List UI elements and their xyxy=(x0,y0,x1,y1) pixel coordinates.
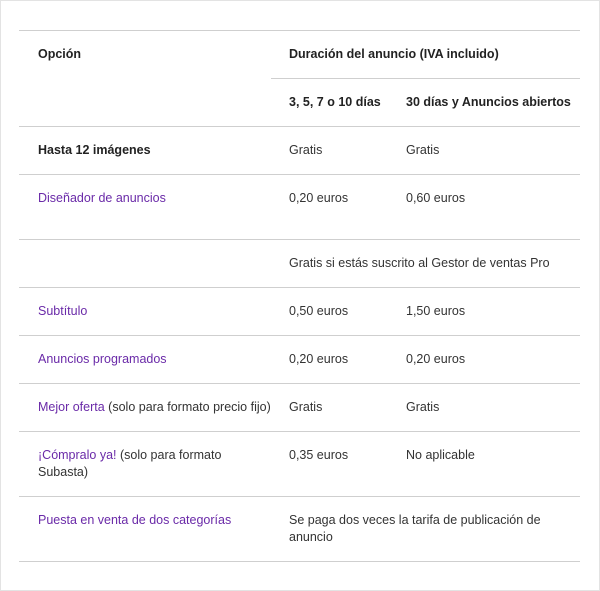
row-divider xyxy=(19,335,580,336)
row-images-short: Gratis xyxy=(289,143,323,157)
row-best-offer-short: Gratis xyxy=(289,400,323,414)
row-divider xyxy=(19,383,580,384)
option-header: Opción xyxy=(38,47,82,61)
row-feature-ad-designer-link[interactable]: Diseñador de anuncios xyxy=(38,191,166,205)
row-divider xyxy=(19,174,580,175)
buy-now-link[interactable]: ¡Cómpralo ya! xyxy=(38,448,117,462)
row-ad-designer-short: 0,20 euros xyxy=(289,191,349,205)
header-bottom-border xyxy=(19,126,580,127)
table-bottom-border xyxy=(19,561,580,562)
table-top-border xyxy=(19,30,580,31)
best-offer-link[interactable]: Mejor oferta xyxy=(38,400,105,414)
row-scheduled-long: 0,20 euros xyxy=(406,352,466,366)
row-feature-subtitle-link[interactable]: Subtítulo xyxy=(38,304,88,318)
row-buy-now-short: 0,35 euros xyxy=(289,448,349,462)
col-short-header: 3, 5, 7 o 10 días xyxy=(289,95,381,109)
row-subtitle-long: 1,50 euros xyxy=(406,304,466,318)
buy-now-suffix: (solo para formato Subasta) xyxy=(38,448,222,479)
row-feature-scheduled-ads-link[interactable]: Anuncios programados xyxy=(38,352,167,366)
row-scheduled-short: 0,20 euros xyxy=(289,352,349,366)
row-feature-buy-now xyxy=(38,447,243,481)
row-pro-note: Gratis si estás suscrito al Gestor de ventas Pro xyxy=(289,256,550,270)
row-divider xyxy=(19,431,580,432)
row-divider xyxy=(19,287,580,288)
row-feature-images: Hasta 12 imágenes xyxy=(38,143,151,157)
row-subtitle-short: 0,50 euros xyxy=(289,304,349,318)
row-divider xyxy=(19,496,580,497)
row-two-categories-fee: Se paga dos veces la tarifa de publicación de anuncio xyxy=(289,513,541,544)
row-divider xyxy=(19,239,580,240)
row-ad-designer-long: 0,60 euros xyxy=(406,191,466,205)
duration-header: Duración del anuncio (IVA incluido) xyxy=(289,47,499,61)
row-buy-now-long: No aplicable xyxy=(406,448,475,462)
row-images-long: Gratis xyxy=(406,143,440,157)
col-long-header: 30 días y Anuncios abiertos xyxy=(406,95,571,109)
best-offer-suffix: (solo para formato precio fijo) xyxy=(104,400,271,414)
row-best-offer-long: Gratis xyxy=(406,400,440,414)
row-feature-two-categories-link[interactable]: Puesta en venta de dos categorías xyxy=(38,513,232,527)
duration-header-divider xyxy=(271,78,580,79)
row-feature-best-offer xyxy=(38,399,288,416)
